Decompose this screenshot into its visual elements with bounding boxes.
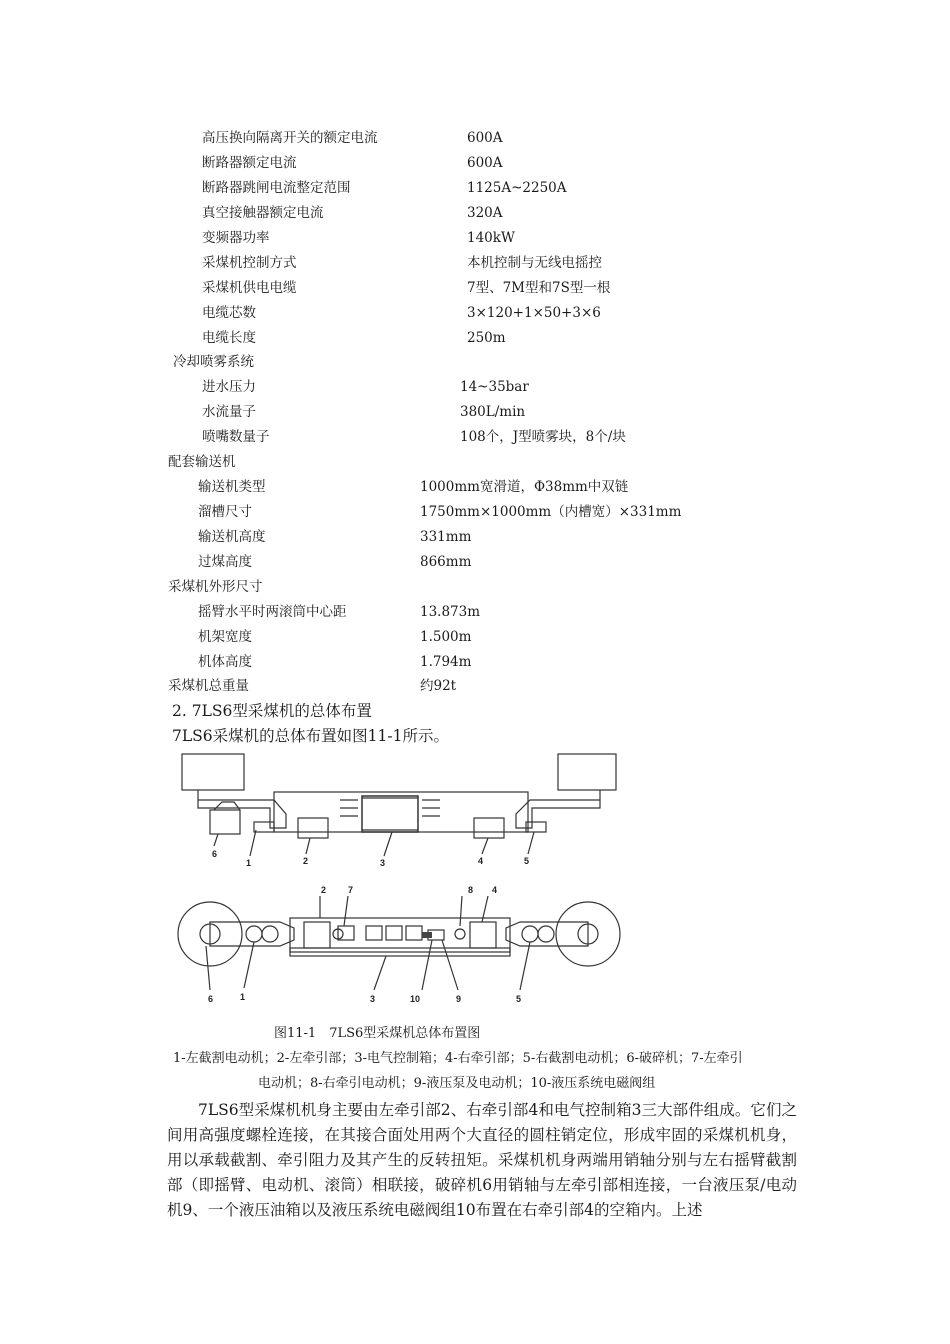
label-top-2: 2 <box>303 856 309 866</box>
label-top-6: 6 <box>212 849 218 859</box>
label-bottom-2: 2 <box>321 885 327 895</box>
figure-legend-line2: 电动机；8-右牵引电动机；9-液压泵及电动机；10-液压系统电磁阀组 <box>258 1076 656 1091</box>
label-bottom-8: 8 <box>468 885 474 895</box>
left-ranging-arm <box>210 922 294 946</box>
group-title-cooling: 冷却喷雾系统 <box>173 354 254 370</box>
label-top-4: 4 <box>478 856 484 866</box>
spec-label: 机体高度 <box>198 654 252 670</box>
label-bottom-5: 5 <box>516 994 522 1004</box>
spec-label: 输送机类型 <box>198 479 266 495</box>
spec-value: 1.500m <box>420 629 472 645</box>
spec-value: 1000mm宽滑道，Φ38mm中双链 <box>420 479 629 495</box>
label-bottom-4: 4 <box>492 885 498 895</box>
spec-value: 1125A~2250A <box>467 180 567 196</box>
spec-label: 电缆长度 <box>202 330 256 346</box>
crusher <box>210 810 240 834</box>
intro-text: 7LS6采煤机的总体布置如图11-1所示。 <box>172 727 449 745</box>
label-bottom-9: 9 <box>456 994 462 1004</box>
group-title-conveyor: 配套输送机 <box>168 454 236 470</box>
section-heading: 2. 7LS6型采煤机的总体布置 <box>172 702 372 720</box>
right-motor-block <box>558 754 616 790</box>
spec-value: 600A <box>467 155 503 171</box>
total-weight-label: 采煤机总重量 <box>168 678 249 694</box>
spec-label: 变频器功率 <box>202 230 270 246</box>
label-top-3: 3 <box>380 858 386 868</box>
spec-value: 13.873m <box>420 604 481 620</box>
shearer-layout-diagram <box>170 750 790 1020</box>
spec-label: 摇臂水平时两滚筒中心距 <box>198 604 347 620</box>
spec-value: 本机控制与无线电摇控 <box>467 255 602 271</box>
spec-label: 溜槽尺寸 <box>198 504 252 520</box>
spec-label: 断路器额定电流 <box>202 155 297 171</box>
spec-label: 电缆芯数 <box>202 305 256 321</box>
figure-legend-line1: 1-左截割电动机；2-左牵引部；3-电气控制箱；4-右牵引部；5-右截割电动机；6-破碎机；7-左牵引 <box>173 1051 743 1066</box>
left-motor-block <box>182 754 244 790</box>
spec-value: 7型、7M型和7S型一根 <box>467 280 611 296</box>
spec-value: 14~35bar <box>460 379 529 395</box>
label-bottom-6: 6 <box>208 994 214 1004</box>
spec-label: 过煤高度 <box>198 554 252 570</box>
spec-label: 高压换向隔离开关的额定电流 <box>202 130 378 146</box>
spec-label: 机架宽度 <box>198 629 252 645</box>
spec-value: 320A <box>467 205 503 221</box>
spec-label: 采煤机控制方式 <box>202 255 297 271</box>
spec-value: 1750mm×1000mm（内槽宽）×331mm <box>420 504 682 520</box>
figure-caption: 图11-1 7LS6型采煤机总体布置图 <box>274 1026 481 1041</box>
spec-label: 喷嘴数量子 <box>202 429 270 445</box>
label-bottom-1: 1 <box>240 992 246 1002</box>
spec-label: 水流量子 <box>202 404 256 420</box>
control-box <box>362 796 418 832</box>
body-paragraph: 7LS6型采煤机机身主要由左牵引部2、右牵引部4和电气控制箱3三大部件组成。它们之间用高强度螺栓连接，在其接合面处用两个大直径的圆柱销定位，形成牢固的采煤机机身，用以承载截割、牵引阻力及其产生的反转扭矩。采煤机机身两端用销轴分别与左右摇臂截割部（即摇臂、电动机、滚筒）相联接，破碎机6用销轴与左牵引部相连接，一台液压泵/电动机9、一个液压油箱以及液压系统电磁阀组10布置在右牵引部4的空箱内。上述 <box>167 1101 797 1219</box>
spec-value: 1.794m <box>420 654 472 670</box>
spec-value: 140kW <box>467 230 515 246</box>
spec-label: 采煤机供电电缆 <box>202 280 297 296</box>
label-bottom-7: 7 <box>348 885 354 895</box>
spec-value: 600A <box>467 130 503 146</box>
spec-label: 进水压力 <box>202 379 256 395</box>
right-haulage-unit <box>474 818 504 838</box>
spec-value: 866mm <box>420 554 472 570</box>
total-weight-value: 约92t <box>420 678 457 694</box>
left-haulage-unit <box>298 818 328 838</box>
spec-value: 380L/min <box>460 404 526 420</box>
label-bottom-3: 3 <box>370 994 376 1004</box>
spec-value: 108个，J型喷雾块，8个/块 <box>460 429 626 445</box>
spec-label: 输送机高度 <box>198 529 266 545</box>
group-title-dimensions: 采煤机外形尺寸 <box>168 579 263 595</box>
spec-value: 250m <box>467 330 506 346</box>
label-top-5: 5 <box>524 856 530 866</box>
label-bottom-10: 10 <box>410 994 421 1004</box>
spec-value: 3×120+1×50+3×6 <box>467 305 601 321</box>
spec-value: 331mm <box>420 529 472 545</box>
spec-label: 真空接触器额定电流 <box>202 205 324 221</box>
label-top-1: 1 <box>246 858 252 868</box>
body-bottom <box>290 918 510 952</box>
spec-label: 断路器跳闸电流整定范围 <box>202 180 351 196</box>
